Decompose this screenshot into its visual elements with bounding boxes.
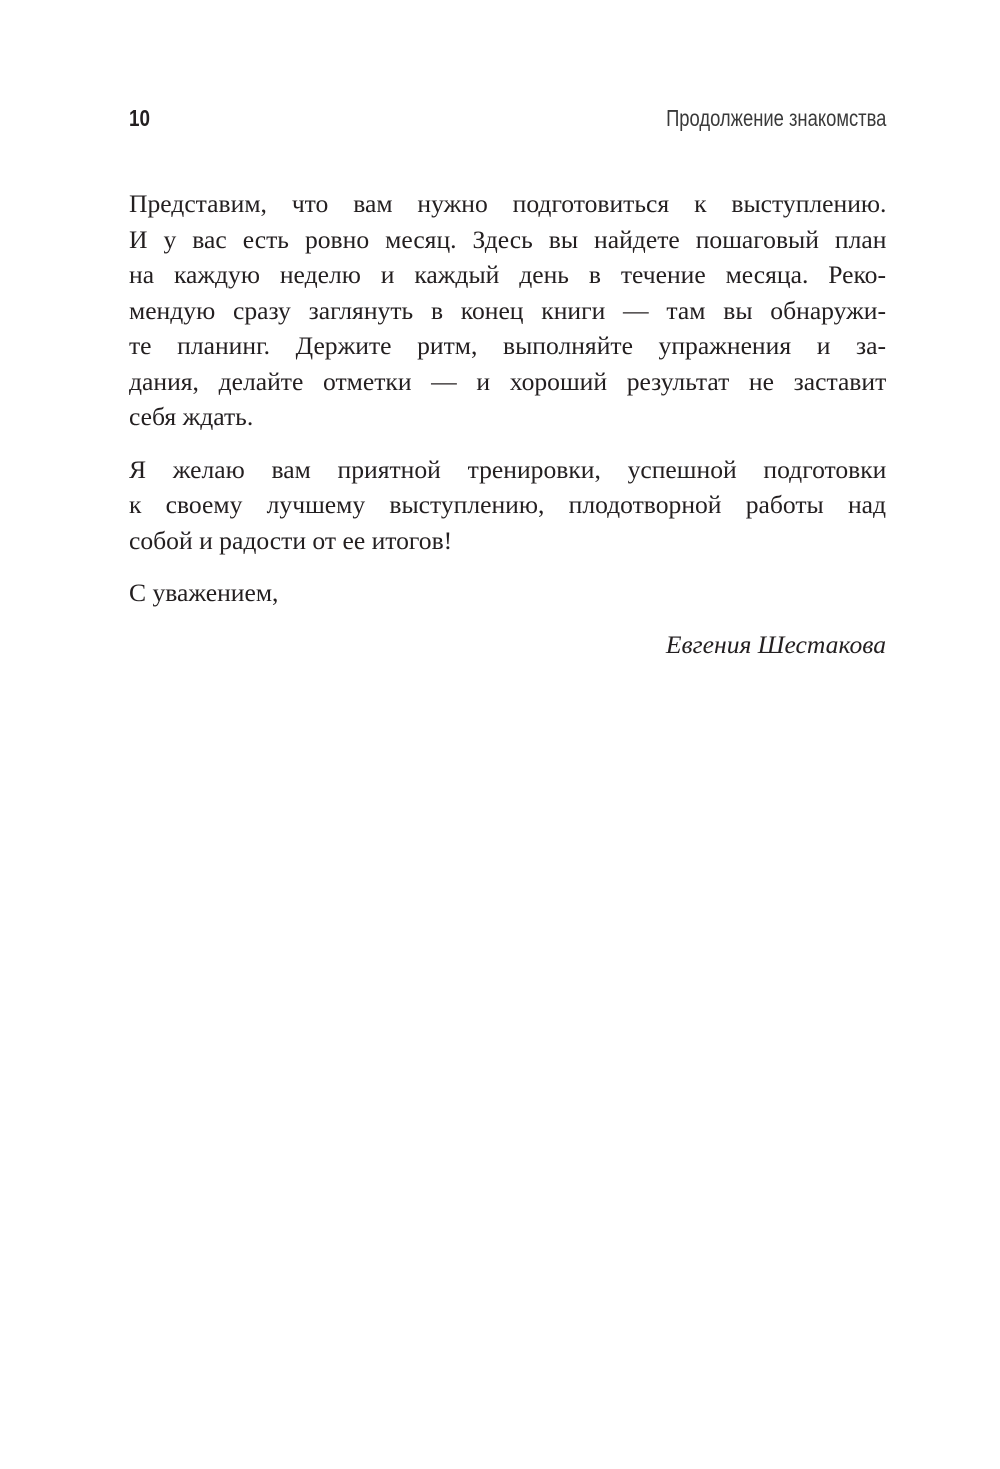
- paragraph-1: [129, 186, 886, 435]
- page-number: 10: [129, 105, 150, 131]
- text-line: И у вас есть ровно месяц. Здесь вы найдете пошаговый план: [129, 224, 887, 254]
- author-signature: Евгения Шестакова: [665, 630, 886, 659]
- closing-line: С уважением,: [129, 578, 279, 607]
- body-text: [129, 186, 886, 611]
- text-line: мендую сразу заглянуть в конец книги — там вы обнаружи-: [129, 295, 886, 325]
- text-line: к своему лучшему выступлению, плодотворной работы над: [129, 490, 887, 519]
- text-line: на каждую неделю и каждый день в течение месяца. Реко-: [129, 260, 886, 289]
- running-title: Продолжение знакомства: [665, 105, 886, 131]
- text-line: себя ждать.: [129, 402, 254, 431]
- page-header: [129, 100, 886, 136]
- text-line: дания, делайте отметки — и хороший результат не заставит: [129, 366, 887, 396]
- text-line: Представим, что вам нужно подготовиться к выступлению.: [129, 189, 887, 218]
- text-line: Я желаю вам приятной тренировки, успешной подготовки: [129, 454, 887, 484]
- text-line: собой и радости от ее итогов!: [129, 525, 453, 555]
- text-line: те планинг. Держите ритм, выполняйте упражнения и за-: [129, 331, 886, 360]
- paragraph-2: [129, 452, 886, 559]
